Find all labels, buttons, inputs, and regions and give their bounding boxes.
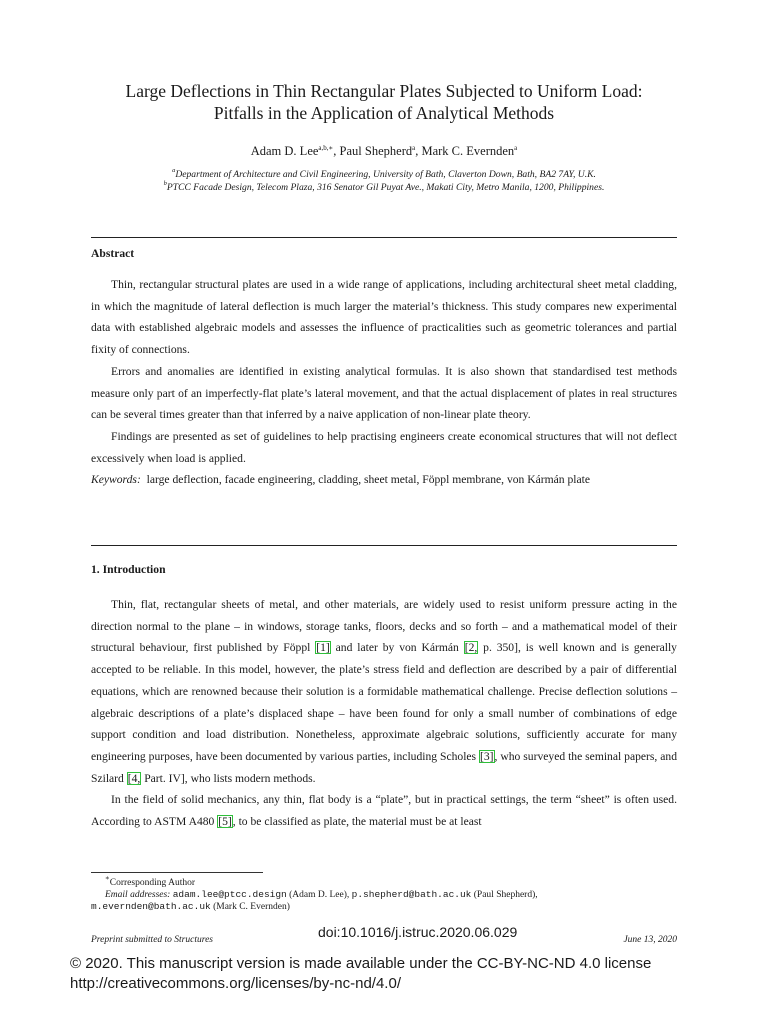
text-run: p. 350], is well known and is generally accepted to be reliable. In this model, however, the plate’s stress field and deflection are described by a pair of differential equations, which are renowned because their solution is a formidable mathematical challenge. Precise deflection solutions – algebraic descriptions of a plate’s displaced shape – have been found for only a small number of combinations of edge support condition and load distribution. Nonetheless, approximate algebraic solutions, sufficiently accurate for many engineering purposes, have been documented by various parties, including Scholes xyxy=(91,641,677,763)
affiliation xyxy=(80,169,688,182)
citation-link[interactable]: [3] xyxy=(480,749,494,763)
keywords-text: large deflection, facade engineering, cladding, sheet metal, Föppl membrane, von Kármán plate xyxy=(146,473,591,487)
abstract-paragraph-1: Thin, rectangular structural plates are used in a wide range of applications, including architectural sheet metal cladding, in which the magnitude of lateral deflection is much larger the material’s thickness. This study compares new experimental data with established algebraic models and assesses the influence of practicalities such as geometric tolerances and partial fixity of connections. xyxy=(91,278,677,357)
affiliation xyxy=(80,179,688,195)
citation-link[interactable]: [2, xyxy=(464,641,478,655)
abstract-body xyxy=(91,274,677,491)
email-label: Email addresses: xyxy=(105,890,171,900)
footnote-mark: ∗ xyxy=(105,874,110,882)
keywords-label: Keywords: xyxy=(91,473,141,487)
abstract-paragraph-2: Errors and anomalies are identified in existing analytical formulas. It is also shown that standardised test methods measure only part of an imperfectly-flat plate’s lateral movement, and that the actual displacement of plates in real structures can be several times greater than that inferred by a naive application of non-linear plate theory. xyxy=(91,364,677,422)
author-name: Mark C. Evernden xyxy=(421,144,515,158)
text-run: Part. IV], who lists modern methods. xyxy=(141,771,316,785)
footnote xyxy=(91,874,677,913)
affiliation-text: Department of Architecture and Civil Engineering, University of Bath, Claverton Down, Bath, BA2 7AY, U.K. xyxy=(175,169,596,180)
affiliation-text: PTCC Facade Design, Telecom Plaza, 316 Senator Gil Puyat Ave., Makati City, Metro Manila, 1200, Philippines. xyxy=(166,181,605,193)
affiliations xyxy=(80,169,688,194)
email-owner: (Paul Shepherd), xyxy=(471,890,538,900)
email-addresses-cont xyxy=(91,901,677,913)
introduction-paragraph-2 xyxy=(91,789,677,832)
abstract-paragraph-3: Findings are presented as set of guidelines to help practising engineers create economical structures that will not deflect excessively when load is applied. xyxy=(91,429,677,465)
abstract-bottom-rule xyxy=(91,545,677,546)
email-link[interactable]: adam.lee@ptcc.design xyxy=(172,889,287,900)
abstract-heading: Abstract xyxy=(91,247,135,260)
author-marks: a,b,∗ xyxy=(318,144,334,152)
license-notice xyxy=(70,954,651,994)
email-owner: (Mark C. Evernden) xyxy=(210,902,290,912)
citation-link[interactable]: [1] xyxy=(316,641,330,655)
affiliation-mark: a xyxy=(172,167,176,174)
email-addresses xyxy=(91,889,677,901)
text-run: , who surveyed the seminal papers, and Szilard xyxy=(91,749,677,785)
introduction-body xyxy=(91,594,677,833)
citation-link[interactable]: [5] xyxy=(218,815,232,829)
author-list: Adam D. Lee$^{a,b,∗}$, Paul Shepherd$^a$, Mark C. Evernden$^a$ xyxy=(250,144,518,158)
citation-link[interactable]: [4, xyxy=(127,771,141,785)
affiliation-mark: b xyxy=(163,179,167,187)
email-link[interactable]: p.shepherd@bath.ac.uk xyxy=(351,889,472,900)
keywords-line xyxy=(91,469,677,491)
doi-link[interactable]: doi:10.1016/j.istruc.2020.06.029 xyxy=(318,924,518,940)
text-run: In the field of solid mechanics, any thin, flat body is a “plate”, but in practical settings, the term “sheet” is often used. According to ASTM A480 xyxy=(91,793,677,829)
section-heading-introduction: 1. Introduction xyxy=(91,563,166,576)
license-url[interactable]: http://creativecommons.org/licenses/by-nc-nd/4.0/ xyxy=(70,975,401,992)
corresponding-author-note xyxy=(91,874,677,889)
author-marks: a xyxy=(514,144,518,152)
title-line-1: Large Deflections in Thin Rectangular Plates Subjected to Uniform Load: xyxy=(125,81,643,101)
author-name: Paul Shepherd xyxy=(339,144,413,158)
preprint-date: June 13, 2020 xyxy=(623,935,677,945)
email-link[interactable]: m.evernden@bath.ac.uk xyxy=(91,901,211,912)
abstract-top-rule xyxy=(91,237,677,238)
text-run: and later by von Kármán xyxy=(330,641,464,655)
text-run: , to be classified as plate, the material must be at least xyxy=(232,815,482,829)
introduction-paragraph-1 xyxy=(91,594,677,789)
footnote-rule xyxy=(91,872,263,873)
footnote-text: Corresponding Author xyxy=(109,878,195,888)
license-text: © 2020. This manuscript version is made available under the CC-BY-NC-ND 4.0 license xyxy=(70,955,652,972)
author-name: Adam D. Lee xyxy=(250,144,319,158)
author-marks: a xyxy=(412,144,416,152)
paper-title xyxy=(80,80,688,124)
preprint-note: Preprint submitted to Structures xyxy=(91,935,213,945)
email-owner: (Adam D. Lee), xyxy=(286,890,352,900)
title-line-2: Pitfalls in the Application of Analytical Methods xyxy=(213,103,555,123)
text-run: Thin, flat, rectangular sheets of metal, and other materials, are widely used to resist uniform pressure acting in the direction normal to the plane – in windows, storage tanks, floors, decks and so forth – and a mathematical model of their structural behaviour, first published by Föppl xyxy=(91,598,677,655)
